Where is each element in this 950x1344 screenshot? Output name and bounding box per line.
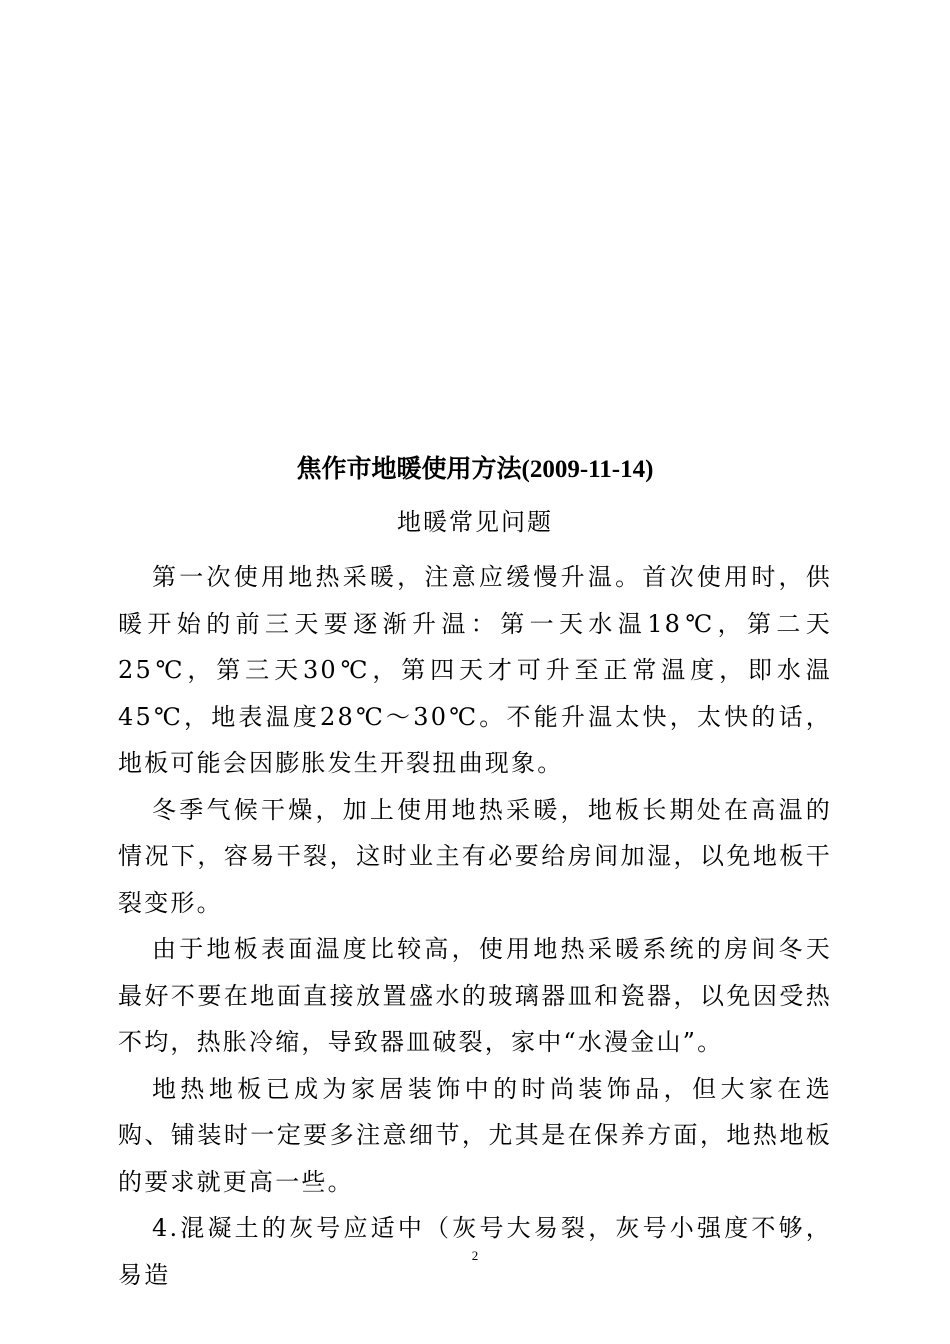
paragraph-glassware: 由于地板表面温度比较高，使用地热采暖系统的房间冬天最好不要在地面直接放置盛水的玻璃器皿和瓷器，以免因受热不均，热胀冷缩，导致器皿破裂，家中“水漫金山”。: [118, 935, 832, 1056]
paragraph-concrete: 4.混凝土的灰号应适中（灰号大易裂，灰号小强度不够，易造: [118, 1214, 832, 1289]
paragraph-maintenance: 地热地板已成为家居装饰中的时尚装饰品，但大家在选购、铺装时一定要多注意细节，尤其是在保养方面，地热地板的要求就更高一些。: [118, 1074, 832, 1196]
document-title: 焦作市地暖使用方法(2009-11-14): [296, 456, 654, 483]
section-heading: 地暖常见问题: [397, 508, 553, 536]
body-text: [118, 554, 832, 1298]
paragraph-first-use: 第一次使用地热采暖，注意应缓慢升温。首次使用时，供暖开始的前三天要逐渐升温：第一天水温18℃，第二天25℃，第三天30℃，第四天才可升至正常温度，即水温45℃，地表温度28℃～30℃。不能升温太快，太快的话，地板可能会因膨胀发生开裂扭曲现象。: [118, 563, 832, 777]
page-number: 2: [471, 1248, 479, 1263]
paragraph-humidify: 冬季气候干燥，加上使用地热采暖，地板长期处在高温的情况下，容易干裂，这时业主有必要给房间加湿，以免地板干裂变形。: [118, 795, 832, 917]
